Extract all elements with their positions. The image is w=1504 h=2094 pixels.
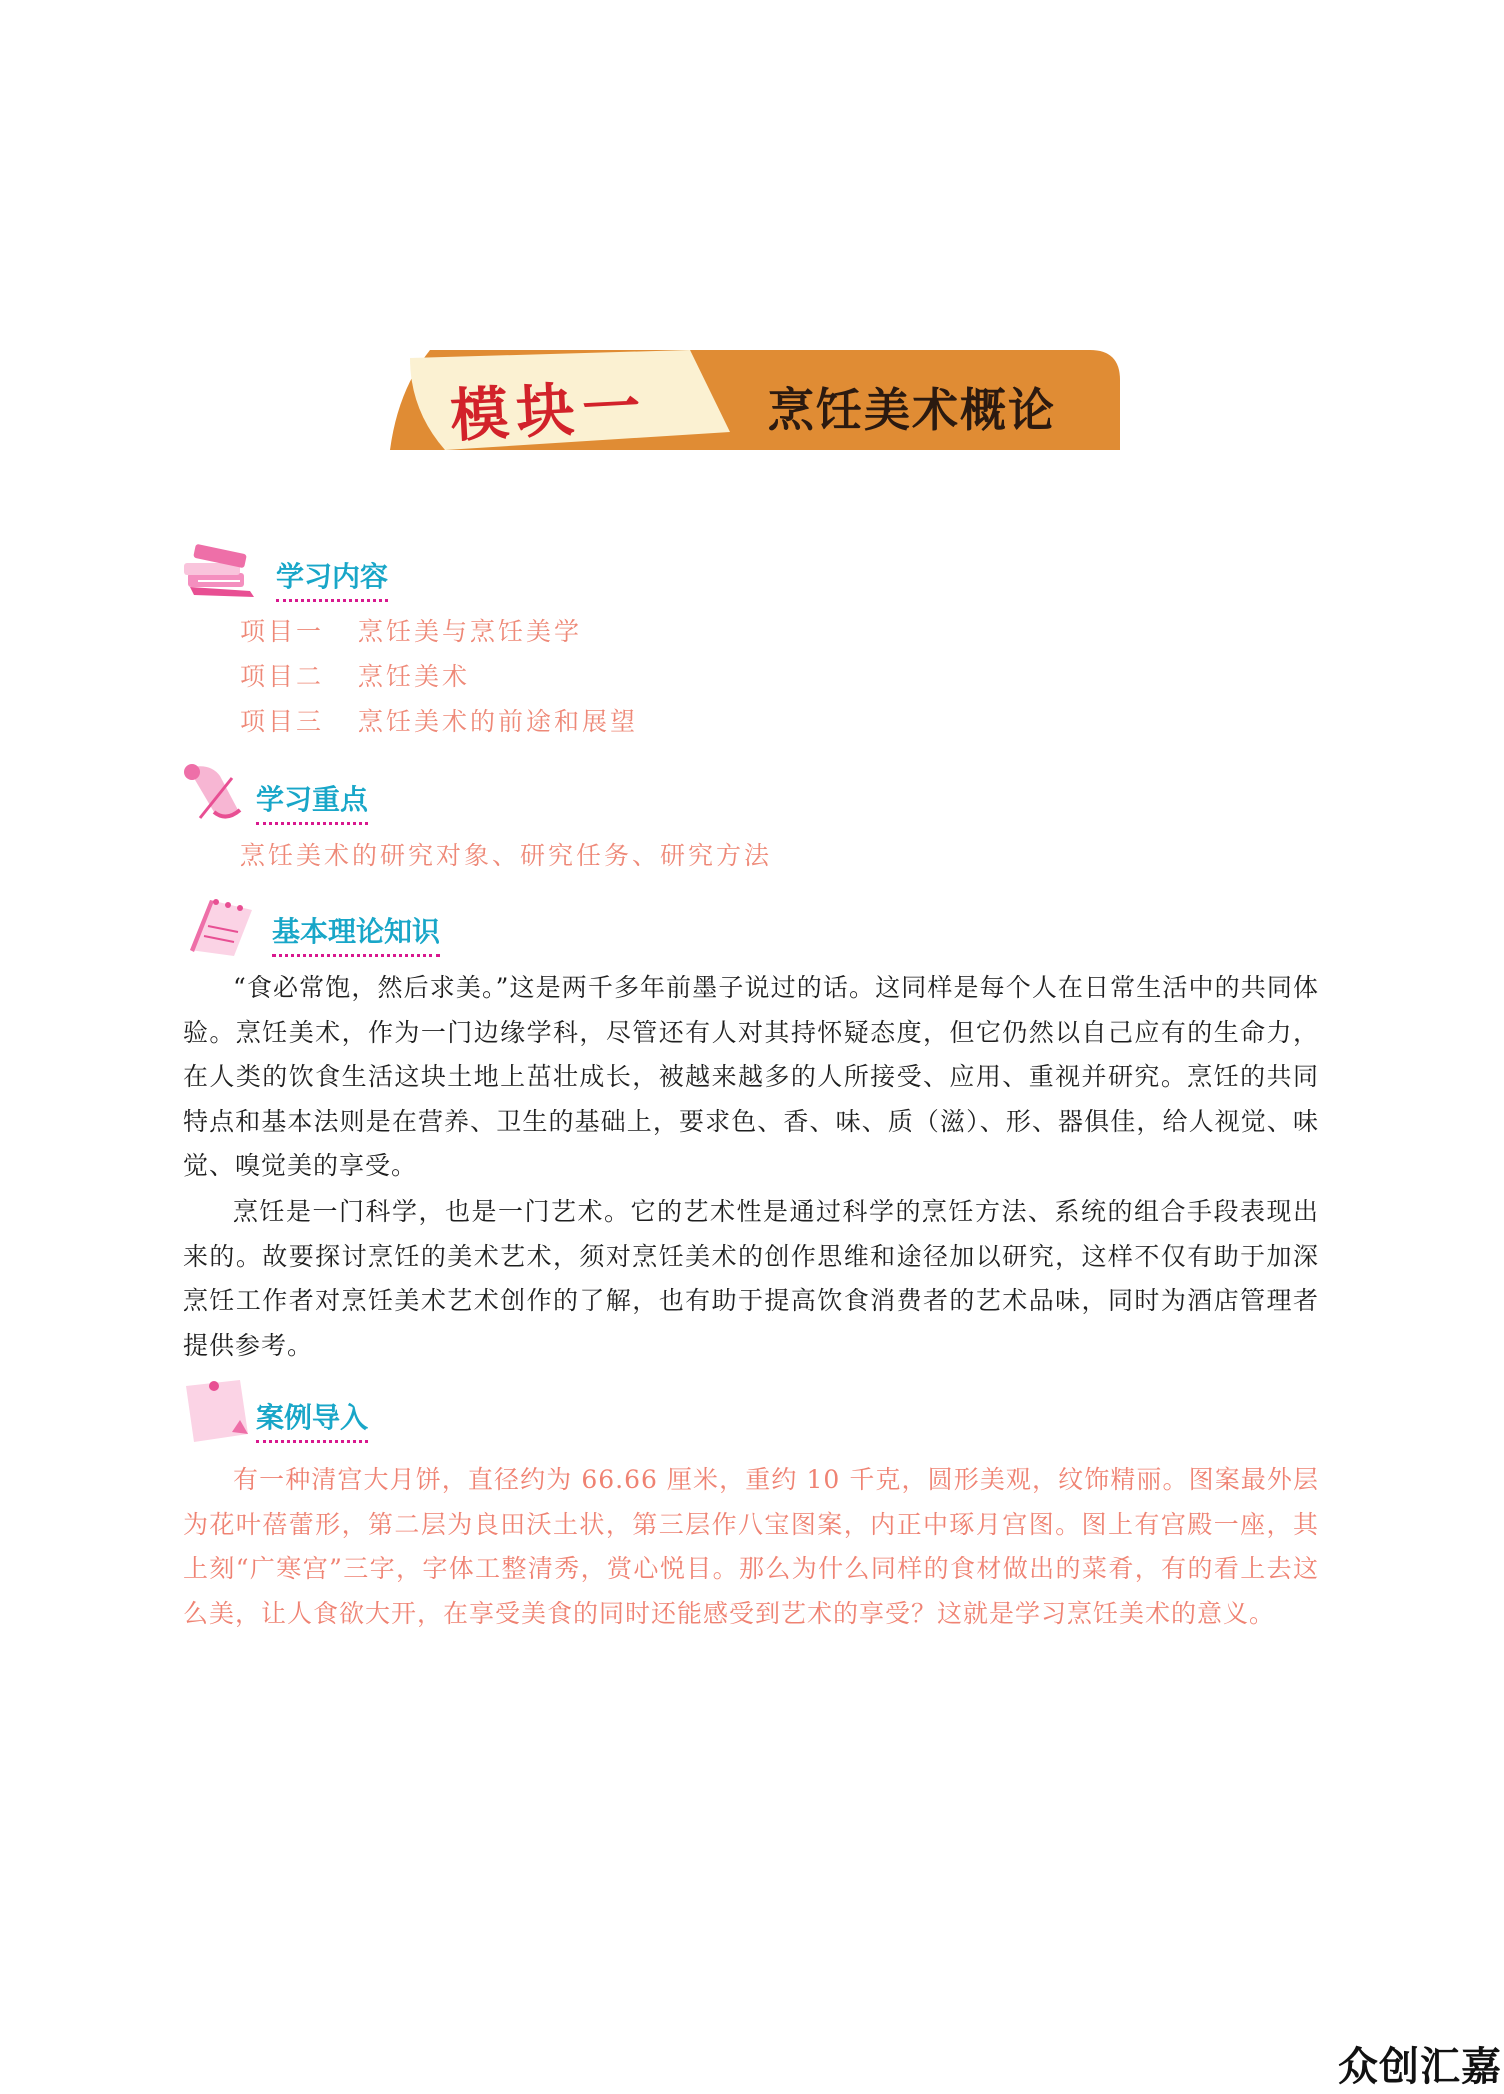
item-text: 烹饪美术 bbox=[358, 662, 471, 691]
sticky-note-icon bbox=[180, 1376, 262, 1444]
item-text: 烹饪美术的前途和展望 bbox=[358, 707, 639, 736]
section-theory bbox=[180, 890, 480, 960]
section-case bbox=[180, 1376, 400, 1446]
list-item bbox=[240, 702, 638, 738]
list-item bbox=[240, 612, 582, 648]
item-number: 项目一 bbox=[240, 617, 325, 646]
section-study-focus bbox=[180, 758, 410, 828]
watermark: 众创汇嘉 bbox=[1338, 2044, 1502, 2090]
books-icon bbox=[180, 535, 262, 603]
theory-paragraph-1: “食必常饱，然后求美。”这是两千多年前墨子说过的话。这同样是每个人在日常生活中的共同体验。烹饪美术，作为一门边缘学科，尽管还有人对其持怀疑态度，但它仍然以自己应有的生命力，在人类的饮食生活这块土地上茁壮成长，被越来越多的人所接受、应用、重视并研究。烹饪的共同特点和基本法则是在营养、卫生的基础上，要求色、香、味、质（滋）、形、器俱佳，给人视觉、味觉、嗅觉美的享受。 bbox=[183, 973, 1319, 1181]
section-title: 基本理论知识 bbox=[272, 910, 440, 957]
section-title: 案例导入 bbox=[256, 1396, 368, 1443]
section-title: 学习内容 bbox=[276, 555, 388, 602]
notepad-icon bbox=[180, 890, 262, 958]
section-study-content bbox=[180, 535, 440, 605]
section-title: 学习重点 bbox=[256, 778, 368, 825]
list-item bbox=[240, 657, 470, 693]
case-paragraph: 有一种清宫大月饼，直径约为 66.66 厘米，重约 10 千克，圆形美观，纹饰精丽。图案最外层为花叶蓓蕾形，第二层为良田沃土状，第三层作八宝图案，内正中琢月宫图。图上有宫殿一座，其上刻“广寒宫”三字，字体工整清秀，赏心悦目。那么为什么同样的食材做出的菜肴，有的看上去这么美，让人食欲大开，在享受美食的同时还能感受到艺术的享受？这就是学习烹饪美术的意义。 bbox=[183, 1465, 1319, 1628]
theory-paragraph-2: 烹饪是一门科学，也是一门艺术。它的艺术性是通过科学的烹饪方法、系统的组合手段表现出来的。故要探讨烹饪的美术艺术，须对烹饪美术的创作思维和途径加以研究，这样不仅有助于加深烹饪工作者对烹饪美术艺术创作的了解，也有助于提高饮食消费者的艺术品味，同时为酒店管理者提供参考。 bbox=[183, 1197, 1319, 1360]
module-title: 烹饪美术概论 bbox=[768, 383, 1056, 437]
item-number: 项目二 bbox=[240, 662, 325, 691]
module-number: 模块一 bbox=[448, 371, 650, 451]
scroll-icon bbox=[180, 758, 262, 826]
item-text: 烹饪美与烹饪美学 bbox=[358, 617, 583, 646]
item-number: 项目三 bbox=[240, 707, 325, 736]
module-banner bbox=[390, 350, 1120, 450]
focus-text: 烹饪美术的研究对象、研究任务、研究方法 bbox=[240, 841, 773, 870]
